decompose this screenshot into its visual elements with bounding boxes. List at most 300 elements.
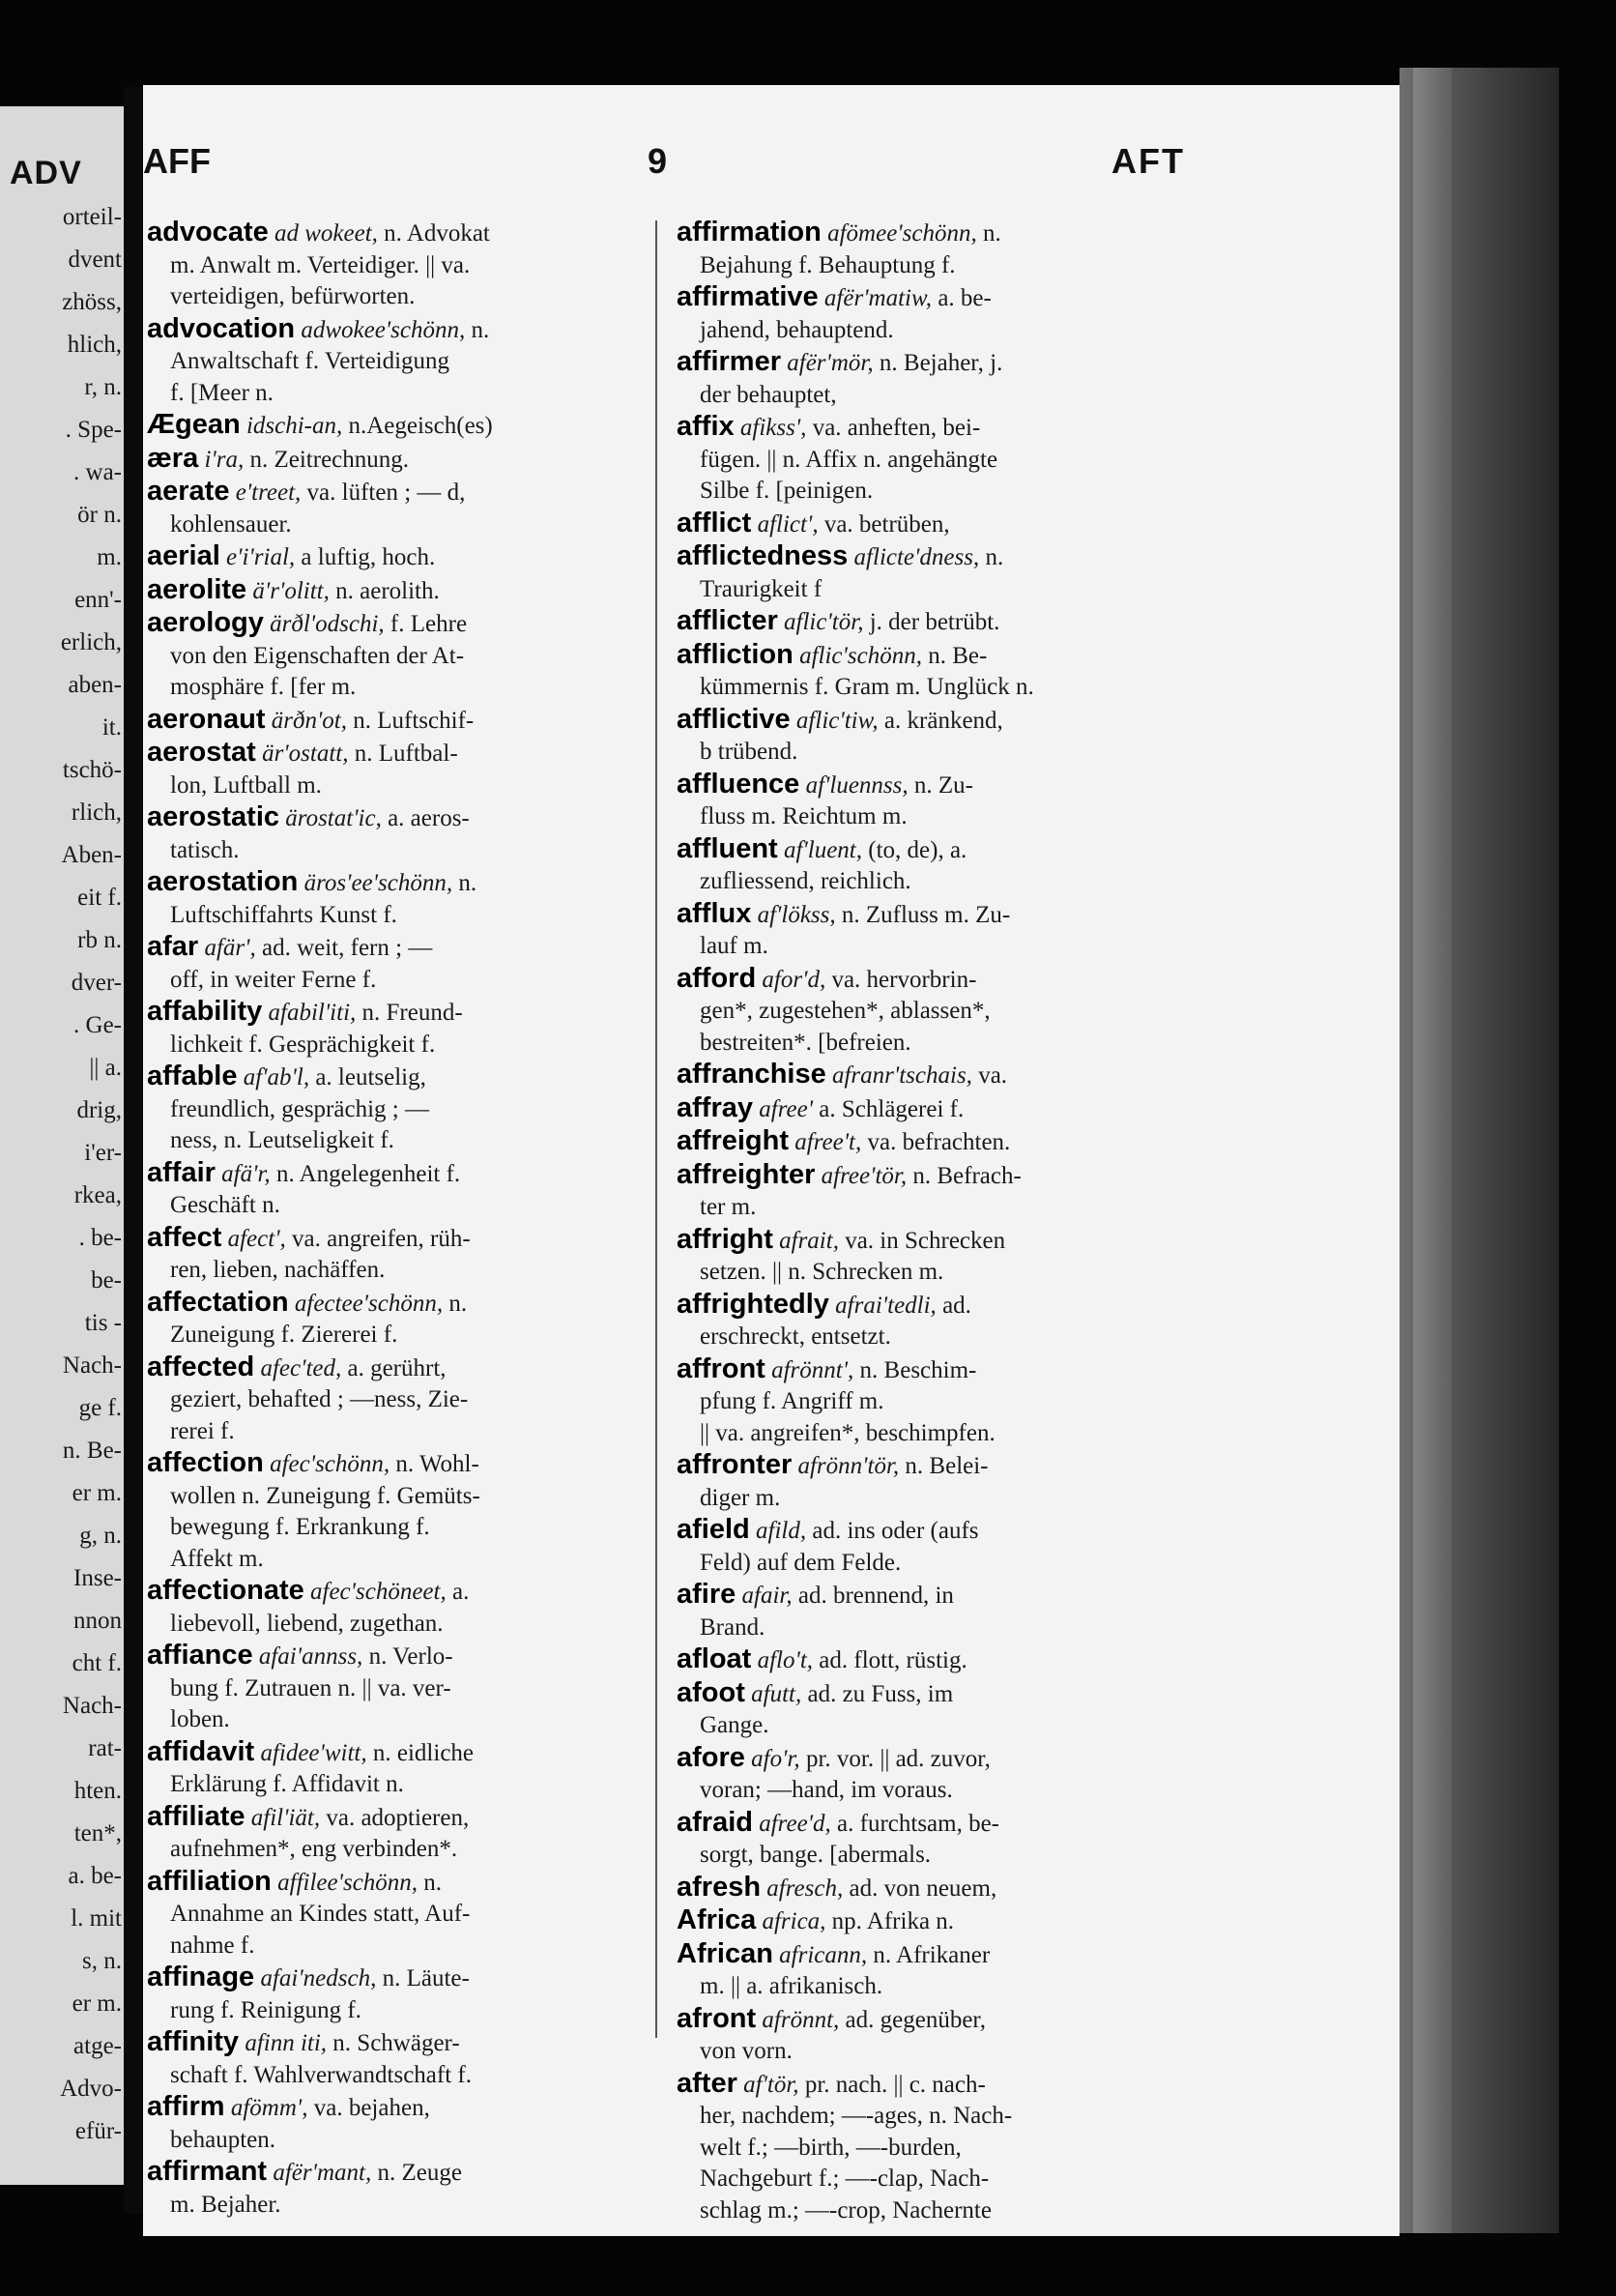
entry-definition-line: jahend, behauptend. [700, 316, 894, 343]
entry-pronunciation: afai'nedsch, [260, 1965, 377, 1991]
entry-definition-line: ad. brennend, in [797, 1583, 954, 1609]
entry-definition-line: n. [471, 316, 490, 343]
entry-headword: after [677, 2067, 737, 2099]
entry-definition-line: ter m. [700, 1194, 757, 1220]
dictionary-entry [677, 2068, 1276, 2227]
entry-headword: affliction [677, 638, 794, 670]
entry-definition-line: der behauptet, [700, 381, 837, 408]
entry-headword: affiance [147, 1640, 253, 1671]
entry-pronunciation: afrait, [779, 1227, 839, 1254]
left-page-fragment: Nach- [62, 1352, 122, 1379]
left-page-fragment: zhöss, [62, 289, 122, 315]
entry-definition-line: n. Zufluss m. Zu- [841, 901, 1011, 928]
dictionary-entry [677, 1125, 1276, 1159]
entry-pronunciation: afömee'schönn, [827, 220, 977, 247]
entry-headword: Ægean [147, 409, 241, 440]
entry-definition-line: m. Anwalt m. Verteidiger. || va. [170, 251, 471, 278]
entry-headword: affidavit [147, 1735, 255, 1767]
entry-definition-line: va. anheften, bei- [812, 415, 981, 441]
column-2 [677, 217, 1276, 2226]
entry-pronunciation: ärðl'odschi, [270, 611, 385, 637]
left-page-fragment: l. mit [71, 1905, 122, 1932]
entry-headword: affect [147, 1221, 222, 1253]
left-page-fragment: nnon [73, 1608, 122, 1634]
entry-headword: affectionate [147, 1575, 304, 1606]
entry-definition-line: va. bejahen, [313, 2095, 430, 2121]
entry-definition-line: zufliessend, reichlich. [700, 868, 911, 894]
entry-pronunciation: afinn iti, [245, 2030, 328, 2056]
entry-definition-line: b trübend. [700, 739, 798, 765]
left-page-fragment: it. [101, 714, 122, 741]
entry-pronunciation: af'tör, [743, 2071, 799, 2098]
left-page-fragment: enn'- [74, 587, 122, 613]
dictionary-entry [147, 1447, 688, 1575]
entry-definition-line: n. Afrikaner [873, 1941, 991, 1968]
entry-definition-line: Brand. [700, 1613, 765, 1641]
dictionary-entry [677, 411, 1276, 508]
entry-pronunciation: afër'matiw, [823, 285, 933, 311]
entry-definition-line: voran; —hand, im voraus. [700, 1777, 953, 1803]
dictionary-entry [147, 866, 688, 931]
entry-definition-line: n. [448, 1290, 468, 1317]
entry-headword: affright [677, 1223, 773, 1255]
left-page-fragment: tschö- [62, 757, 122, 783]
entry-headword: affreight [677, 1125, 789, 1156]
entry-definition-line: fügen. || n. Affix n. angehängte [700, 446, 998, 473]
dictionary-entry [147, 1801, 688, 1866]
entry-definition-line: n. Angelegenheit f. [275, 1160, 461, 1187]
entry-headword: affirmative [677, 281, 819, 312]
dictionary-entry [147, 607, 688, 704]
dictionary-entry [147, 1351, 688, 1448]
left-page-fragment: rlich, [71, 799, 122, 826]
entry-headword: aerial [147, 540, 220, 571]
entry-definition-line: Traurigkeit f [700, 575, 822, 602]
entry-definition-line: a. gerührt, [347, 1354, 447, 1381]
entry-definition-line: gen*, zugestehen*, ablassen*, [700, 998, 991, 1024]
entry-definition-line: Geschäft n. [170, 1192, 280, 1218]
entry-headword: affinity [147, 2026, 240, 2057]
left-page-fragment: erlich, [60, 629, 122, 655]
entry-definition-line: bestreiten*. [befreien. [700, 1029, 911, 1056]
entry-headword: affirmant [147, 2156, 268, 2187]
entry-pronunciation: e'treet, [235, 480, 302, 506]
entry-definition-line: von den Eigenschaften der At- [170, 642, 465, 669]
entry-definition-line: va. befrachten. [867, 1129, 1011, 1155]
entry-definition-line: (to, de), a. [868, 836, 967, 863]
entry-definition-line: n. Belei- [905, 1453, 989, 1479]
entry-definition-line: rerei f. [170, 1417, 235, 1444]
dictionary-entry [147, 443, 688, 477]
entry-headword: affirmation [677, 217, 822, 247]
left-page-fragment: rat- [88, 1735, 122, 1761]
entry-definition-line: a. kränkend, [883, 707, 1003, 734]
entry-pronunciation: e'i'rial, [226, 544, 296, 570]
entry-definition-line: n. Advokat [384, 220, 490, 247]
entry-pronunciation: afectee'schönn, [294, 1290, 444, 1317]
entry-headword: afield [677, 1514, 750, 1545]
entry-definition-line: n. Wohl- [395, 1451, 479, 1477]
entry-definition-line: n. [458, 870, 477, 896]
left-page-fragment: ge f. [78, 1395, 122, 1421]
entry-definition-line: Gange. [700, 1712, 769, 1738]
entry-definition-line: geziert, behafted ; —ness, Zie- [170, 1386, 469, 1412]
entry-pronunciation: aflic'schönn, [799, 642, 922, 669]
dictionary-entry [677, 1579, 1276, 1643]
left-page-fragment: . wa- [73, 459, 122, 485]
entry-definition-line: lauf m. [700, 933, 768, 959]
dictionary-entry [147, 2091, 688, 2156]
dictionary-entry [147, 2026, 688, 2091]
facing-page-left [0, 106, 124, 2185]
entry-headword: aerostatic [147, 801, 280, 832]
entry-definition-line: ad. zu Fuss, im [807, 1680, 954, 1707]
left-page-fragment: drig, [76, 1097, 122, 1123]
left-page-fragment: r, n. [84, 374, 122, 400]
entry-headword: affronter [677, 1449, 793, 1480]
entry-definition-line: n. eidliche [372, 1739, 475, 1766]
left-page-fragment: hten. [73, 1778, 122, 1804]
entry-definition-line: sorgt, bange. [abermals. [700, 1842, 932, 1868]
entry-definition-line: n. Be- [928, 642, 988, 669]
entry-headword: afresh [677, 1871, 762, 1903]
entry-definition-line: n. Läute- [382, 1965, 470, 1991]
entry-definition-line: ad. weit, fern ; — [261, 935, 433, 961]
entry-definition-line: freundlich, gesprächig ; — [170, 1095, 429, 1122]
entry-headword: Africa [677, 1904, 757, 1935]
entry-definition-line: va. in Schrecken [845, 1227, 1006, 1254]
entry-pronunciation: ärðn'ot, [271, 707, 348, 734]
entry-definition-line: ad. flott, rüstig. [819, 1647, 967, 1673]
entry-definition-line: pfung f. Angriff m. [700, 1388, 884, 1414]
entry-definition-line: ren, lieben, nachäffen. [170, 1257, 386, 1283]
entry-headword: affront [677, 1352, 765, 1384]
book-gutter [124, 87, 145, 2214]
entry-headword: affirm [147, 2091, 225, 2122]
entry-headword: affiliate [147, 1800, 245, 1832]
left-page-fragment: a. be- [68, 1863, 122, 1889]
entry-definition-line: kümmernis f. Gram m. Unglück n. [700, 674, 1034, 700]
entry-definition-line: n. Zu- [913, 771, 973, 799]
entry-definition-line: n. Luftschif- [353, 707, 475, 734]
entry-definition-line: rung f. Reinigung f. [170, 1996, 361, 2023]
entry-definition-line: verteidigen, befürworten. [170, 283, 416, 309]
dictionary-entry [147, 931, 688, 996]
dictionary-entry [147, 1157, 688, 1222]
entry-definition-line: aufnehmen*, eng verbinden*. [170, 1836, 458, 1862]
entry-definition-line: her, nachdem; —-ages, n. Nach- [700, 2103, 1013, 2129]
entry-definition-line: n. Bejaher, j. [879, 350, 1003, 376]
entry-definition-line: loben. [170, 1706, 230, 1732]
dictionary-entry [677, 1904, 1276, 1938]
entry-definition-line: n. Befrach- [912, 1162, 1022, 1189]
dictionary-entry [677, 1807, 1276, 1872]
entry-definition-line: a. Schlägerei f. [819, 1095, 965, 1122]
entry-headword: advocate [147, 217, 269, 247]
entry-definition-line: mosphäre f. [fer m. [170, 674, 357, 700]
entry-headword: advocation [147, 312, 296, 344]
entry-definition-line: liebevoll, liebend, zugethan. [170, 1610, 444, 1637]
entry-pronunciation: äros'ee'schönn, [303, 870, 453, 896]
entry-definition-line: ad. gegenüber, [845, 2006, 987, 2033]
entry-pronunciation: africann, [779, 1941, 868, 1968]
entry-headword: afire [677, 1579, 736, 1610]
column-1 [147, 217, 688, 2221]
entry-pronunciation: ärostat'ic, [285, 805, 382, 831]
entry-definition-line: kohlensauer. [170, 510, 292, 538]
dictionary-entry [677, 2003, 1276, 2068]
entry-definition-line: || va. angreifen*, beschimpfen. [700, 1419, 996, 1446]
entry-definition-line: n. Zeitrechnung. [249, 446, 410, 473]
entry-headword: afoot [677, 1676, 745, 1708]
entry-headword: æra [147, 442, 199, 474]
dictionary-entry [677, 540, 1276, 605]
entry-pronunciation: afec'schönn, [270, 1451, 390, 1477]
entry-definition-line: va. betrüben, [823, 510, 950, 538]
left-page-fragment: Aben- [61, 842, 122, 868]
entry-headword: affected [147, 1351, 255, 1382]
entry-pronunciation: afo'r, [751, 1745, 800, 1772]
entry-headword: afford [677, 962, 757, 994]
entry-headword: affreighter [677, 1158, 816, 1190]
entry-definition-line: va. [978, 1062, 1008, 1089]
left-page-fragment: ör n. [77, 502, 122, 528]
entry-pronunciation: i'ra, [204, 446, 245, 473]
entry-pronunciation: adwokee'schönn, [301, 316, 466, 343]
dictionary-entry [677, 605, 1276, 639]
dictionary-entry [677, 898, 1276, 963]
entry-pronunciation: afikss', [739, 415, 807, 441]
entry-pronunciation: afair, [741, 1583, 793, 1609]
entry-pronunciation: af'luent, [783, 836, 862, 863]
entry-headword: affable [147, 1061, 238, 1091]
entry-definition-line: diger m. [700, 1484, 781, 1511]
dictionary-entry [147, 801, 688, 866]
entry-definition-line: pr. nach. || c. nach- [804, 2071, 986, 2098]
dictionary-entry [677, 346, 1276, 411]
left-page-fragment: ten*, [73, 1820, 122, 1846]
entry-headword: afraid [677, 1806, 753, 1838]
dictionary-entry [677, 1092, 1276, 1126]
entry-definition-line: Bejahung f. Behauptung f. [700, 251, 956, 278]
entry-definition-line: n. Zeuge [377, 2160, 462, 2186]
entry-pronunciation: ad wokeet, [274, 220, 378, 247]
entry-headword: affirmer [677, 346, 781, 377]
dictionary-entry [147, 1866, 688, 1962]
entry-headword: affection [147, 1447, 264, 1478]
entry-pronunciation: afil'iät, [250, 1804, 321, 1831]
left-page-fragment: aben- [68, 672, 122, 698]
dictionary-entry [147, 1640, 688, 1736]
entry-pronunciation: affilee'schönn, [277, 1869, 418, 1896]
entry-headword: afloat [677, 1643, 752, 1674]
entry-definition-line: n. [985, 544, 1004, 570]
entry-definition-line: n. Schwäger- [332, 2030, 460, 2056]
entry-headword: affray [677, 1091, 753, 1123]
dictionary-entry [147, 1287, 688, 1351]
entry-definition-line: Luftschiffahrts Kunst f. [170, 901, 397, 928]
dictionary-entry [677, 704, 1276, 769]
running-head-right: AFT [1111, 141, 1185, 181]
entry-pronunciation: afabil'iti, [268, 1000, 357, 1026]
entry-headword: African [677, 1937, 773, 1969]
left-page-fragment: m. [97, 544, 122, 570]
entry-definition-line: Silbe f. [peinigen. [700, 478, 874, 504]
entry-headword: affix [677, 411, 735, 442]
dictionary-entry [147, 313, 688, 410]
entry-definition-line: Nachgeburt f.; —-clap, Nach- [700, 2165, 990, 2192]
dictionary-entry [677, 281, 1276, 346]
dictionary-entry [677, 1643, 1276, 1677]
entry-pronunciation: afrönn'tör, [797, 1453, 900, 1479]
entry-definition-line: off, in weiter Ferne f. [170, 966, 377, 993]
left-page-fragment: atge- [73, 2033, 122, 2059]
left-page-fragment: Nach- [62, 1693, 122, 1719]
dictionary-entry [147, 2156, 688, 2221]
dictionary-entry [677, 1224, 1276, 1289]
entry-pronunciation: afec'ted, [260, 1354, 342, 1381]
entry-definition-line: von vorn. [700, 2038, 793, 2064]
dictionary-entry [677, 1742, 1276, 1807]
dictionary-entry [147, 704, 688, 738]
entry-definition-line: m. Bejaher. [170, 2191, 281, 2218]
left-page-fragment: i'er- [84, 1140, 122, 1166]
entry-headword: afflictedness [677, 540, 849, 571]
entry-pronunciation: afree't, [794, 1129, 862, 1155]
dictionary-entry [677, 1938, 1276, 2003]
entry-pronunciation: aflic'tiw, [795, 707, 879, 734]
entry-headword: affluent [677, 832, 778, 864]
left-page-fragment: . be- [78, 1225, 122, 1251]
dictionary-entry [147, 1575, 688, 1640]
entry-pronunciation: afrai'tedli, [835, 1292, 937, 1319]
entry-pronunciation: aflo't, [757, 1647, 814, 1673]
entry-pronunciation: afär', [204, 935, 256, 961]
entry-definition-line: n. Luftbal- [354, 741, 458, 767]
dictionary-entry [677, 1059, 1276, 1092]
entry-definition-line: nahme f. [170, 1932, 255, 1959]
entry-definition-line: ad. [942, 1292, 971, 1319]
dictionary-entry [677, 1159, 1276, 1224]
dictionary-entry [147, 409, 688, 443]
entry-headword: aerology [147, 607, 264, 638]
entry-pronunciation: afree'd, [759, 1810, 831, 1837]
left-page-fragment: er m. [72, 1991, 122, 2017]
entry-pronunciation: afidee'witt, [260, 1739, 367, 1766]
entry-headword: affair [147, 1156, 216, 1188]
entry-pronunciation: afër'mant, [273, 2160, 372, 2186]
dictionary-entry [677, 963, 1276, 1060]
entry-headword: affranchise [677, 1059, 826, 1090]
entry-definition-line: n. Beschim- [859, 1356, 977, 1383]
entry-pronunciation: afranr'tschais, [831, 1062, 972, 1089]
dictionary-entry [677, 217, 1276, 281]
entry-definition-line: lon, Luftball m. [170, 771, 322, 799]
entry-headword: aerostation [147, 866, 299, 897]
entry-definition-line: n. [982, 220, 1001, 247]
left-page-fragment: hlich, [67, 332, 122, 358]
left-page-fragment: dvent [68, 247, 122, 273]
dictionary-entry [147, 574, 688, 608]
left-page-fragment: rkea, [73, 1182, 122, 1208]
entry-headword: aerolite [147, 573, 247, 605]
entry-pronunciation: afutt, [751, 1680, 802, 1707]
entry-headword: affiliation [147, 1865, 272, 1897]
entry-headword: afflictive [677, 703, 791, 735]
entry-pronunciation: afree' [759, 1095, 814, 1122]
entry-definition-line: m. || a. afrikanisch. [700, 1973, 883, 1999]
dictionary-entry [147, 737, 688, 801]
entry-definition-line: n.Aegeisch(es) [348, 413, 493, 439]
entry-definition-line: a luftig, hoch. [301, 544, 436, 570]
dictionary-entry [147, 1222, 688, 1287]
entry-definition-line: a. leutselig, [315, 1064, 426, 1090]
entry-pronunciation: afree'tör, [821, 1162, 908, 1189]
entry-definition-line: setzen. || n. Schrecken m. [700, 1259, 944, 1285]
entry-definition-line: a. furchtsam, be- [837, 1810, 1000, 1837]
entry-definition-line: f. [Meer n. [170, 379, 274, 406]
entry-pronunciation: afä'r, [221, 1160, 271, 1187]
entry-headword: aerostat [147, 737, 256, 768]
entry-definition-line: n. aerolith. [335, 577, 440, 604]
left-page-fragment: cht f. [72, 1650, 122, 1676]
entry-definition-line: ness, n. Leutseligkeit f. [170, 1127, 394, 1153]
left-page-fragment: s, n. [82, 1948, 122, 1974]
entry-definition-line: n. Freund- [361, 1000, 463, 1026]
entry-pronunciation: afor'd, [762, 966, 826, 993]
entry-pronunciation: af'luennss, [805, 771, 909, 799]
entry-definition-line: Erklärung f. Affidavit n. [170, 1771, 404, 1797]
entry-pronunciation: afai'annss, [258, 1643, 363, 1670]
entry-pronunciation: afömm', [230, 2095, 308, 2121]
entry-definition-line: f. Lehre [390, 611, 468, 637]
left-page-fragment: n. Be- [62, 1438, 122, 1464]
dictionary-entry [147, 476, 688, 540]
left-page-running-head: ADV [10, 155, 82, 191]
entry-definition-line: erschreckt, entsetzt. [700, 1323, 891, 1350]
dictionary-page [143, 85, 1400, 2236]
entry-pronunciation: afresch, [766, 1875, 844, 1902]
dictionary-entry [147, 217, 688, 313]
left-page-fragment: g, n. [79, 1523, 122, 1549]
entry-pronunciation: af'ab'l, [243, 1064, 310, 1090]
entry-definition-line: tatisch. [170, 836, 240, 863]
left-page-fragment: rb n. [77, 927, 122, 953]
dictionary-entry [677, 1353, 1276, 1450]
entry-definition-line: n. [423, 1869, 443, 1896]
entry-headword: affability [147, 996, 263, 1027]
entry-definition-line: va. hervorbrin- [831, 966, 977, 993]
entry-headword: afflicter [677, 605, 778, 636]
entry-definition-line: a. aeros- [388, 805, 470, 831]
entry-definition-line: Anwaltschaft f. Verteidigung [170, 348, 450, 374]
entry-definition-line: schaft f. Wahlverwandtschaft f. [170, 2061, 472, 2088]
entry-pronunciation: aflict', [757, 510, 819, 538]
dictionary-entry [677, 1872, 1276, 1905]
dictionary-entry [677, 1677, 1276, 1742]
entry-pronunciation: afild, [756, 1518, 807, 1544]
entry-definition-line: pr. vor. || ad. zuvor, [805, 1745, 991, 1772]
left-page-fragment: eit f. [77, 885, 122, 911]
entry-definition-line: ad. von neuem, [849, 1875, 997, 1902]
dictionary-entry [677, 1449, 1276, 1514]
entry-pronunciation: aflicte'dness, [853, 544, 980, 570]
entry-definition-line: va. angreifen, rüh- [292, 1225, 471, 1252]
entry-definition-line: welt f.; —birth, —-burden, [700, 2134, 962, 2161]
entry-definition-line: a. [451, 1579, 470, 1605]
entry-definition-line: schlag m.; —-crop, Nachernte [700, 2196, 992, 2223]
entry-definition-line: va. adoptieren, [326, 1804, 470, 1831]
